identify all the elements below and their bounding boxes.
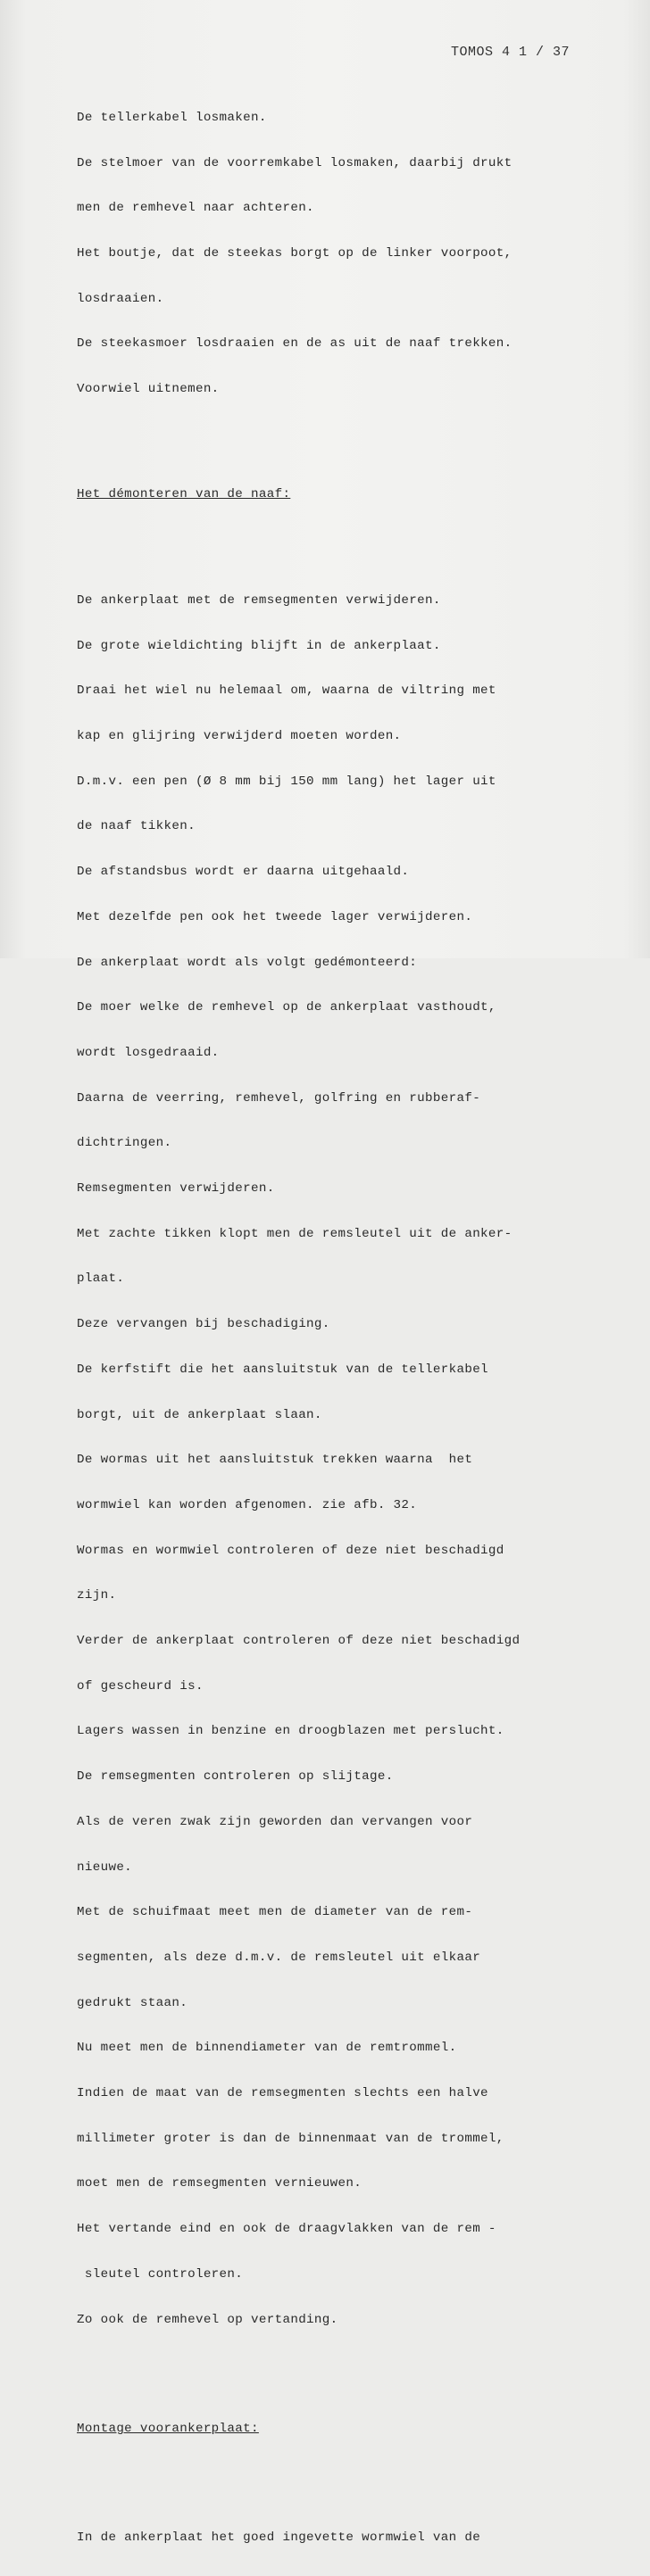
text-line: Deze vervangen bij beschadiging. bbox=[77, 1317, 330, 1332]
text-line: Draai het wiel nu helemaal om, waarna de viltring met bbox=[77, 683, 496, 699]
text-line: De stelmoer van de voorremkabel losmaken, daarbij drukt bbox=[77, 155, 512, 170]
text-line: Lagers wassen in benzine en droogblazen met perslucht. bbox=[77, 1724, 504, 1739]
text-line: sleutel controleren. bbox=[77, 2266, 244, 2282]
text-line: plaat. bbox=[77, 1271, 125, 1287]
text-line: De tellerkabel losmaken. bbox=[77, 110, 267, 125]
text-line: Met de schuifmaat meet men de diameter van de rem- bbox=[77, 1905, 473, 1920]
text-line: zijn. bbox=[77, 1588, 117, 1603]
spacer bbox=[77, 2467, 577, 2486]
text-line: kap en glijring verwijderd moeten worden. bbox=[77, 728, 402, 743]
text-line: segmenten, als deze d.m.v. de remsleutel uit elkaar bbox=[77, 1950, 481, 1965]
text-line: gedrukt staan. bbox=[77, 1995, 188, 2010]
text-line: De grote wieldichting blijft in de ankerplaat. bbox=[77, 638, 441, 653]
text-line: moet men de remsegmenten vernieuwen. bbox=[77, 2176, 362, 2191]
text-line: Met dezelfde pen ook het tweede lager verwijderen. bbox=[77, 909, 473, 924]
text-line: borgt, uit de ankerplaat slaan. bbox=[77, 1407, 322, 1422]
text-line: D.m.v. een pen (Ø 8 mm bij 150 mm lang) het lager uit bbox=[77, 774, 496, 789]
text-line: De wormas uit het aansluitstuk trekken waarna het bbox=[77, 1453, 473, 1468]
document-body bbox=[77, 80, 577, 2576]
text-line: Verder de ankerplaat controleren of deze niet beschadigd bbox=[77, 1634, 521, 1649]
section-heading-montage: Montage voorankerplaat: bbox=[77, 2422, 259, 2437]
text-line: wordt losgedraaid. bbox=[77, 1045, 220, 1060]
text-line: de naaf tikken. bbox=[77, 819, 196, 834]
text-line: Voorwiel uitnemen. bbox=[77, 382, 220, 397]
text-line: In de ankerplaat het goed ingevette wormwiel van de bbox=[77, 2530, 481, 2546]
text-line: Als de veren zwak zijn geworden dan vervangen voor bbox=[77, 1814, 473, 1829]
text-line: dichtringen. bbox=[77, 1136, 172, 1151]
text-line: De remsegmenten controleren op slijtage. bbox=[77, 1769, 394, 1785]
text-line: De steekasmoer losdraaien en de as uit de naaf trekken. bbox=[77, 336, 512, 352]
text-line: wormwiel kan worden afgenomen. zie afb. 32. bbox=[77, 1497, 418, 1512]
text-line: Het vertande eind en ook de draagvlakken van de rem - bbox=[77, 2222, 496, 2237]
text-line: De kerfstift die het aansluitstuk van de tellerkabel bbox=[77, 1362, 488, 1377]
text-line: millimeter groter is dan de binnenmaat van de trommel, bbox=[77, 2131, 504, 2146]
text-line: Remsegmenten verwijderen. bbox=[77, 1181, 275, 1197]
text-line: Nu meet men de binnendiameter van de remtrommel. bbox=[77, 2041, 457, 2056]
text-line: Zo ook de remhevel op vertanding. bbox=[77, 2312, 338, 2327]
text-line: De afstandsbus wordt er daarna uitgehaald. bbox=[77, 865, 410, 880]
text-line: of gescheurd is. bbox=[77, 1678, 204, 1694]
text-line: losdraaien. bbox=[77, 291, 164, 306]
page-header: TOMOS 4 1 / 37 bbox=[450, 45, 570, 60]
text-line: nieuwe. bbox=[77, 1860, 133, 1875]
text-line: De moer welke de remhevel op de ankerplaat vasthoudt, bbox=[77, 1000, 496, 1015]
text-line: Indien de maat van de remsegmenten slechts een halve bbox=[77, 2086, 488, 2101]
spacer bbox=[77, 2373, 577, 2391]
text-line: men de remhevel naar achteren. bbox=[77, 201, 314, 216]
text-line: Daarna de veerring, remhevel, golfring en rubberaf- bbox=[77, 1090, 481, 1106]
spacer bbox=[77, 443, 577, 458]
text-line: De ankerplaat met de remsegmenten verwijderen. bbox=[77, 592, 441, 608]
spacer bbox=[77, 533, 577, 548]
text-line: Wormas en wormwiel controleren of deze niet beschadigd bbox=[77, 1543, 504, 1558]
text-line: Met zachte tikken klopt men de remsleutel uit de anker- bbox=[77, 1226, 512, 1241]
text-line: De ankerplaat wordt als volgt gedémonteerd: bbox=[77, 955, 418, 970]
section-heading-demonteren: Het démonteren van de naaf: bbox=[77, 487, 291, 502]
text-line: Het boutje, dat de steekas borgt op de linker voorpoot, bbox=[77, 245, 512, 261]
